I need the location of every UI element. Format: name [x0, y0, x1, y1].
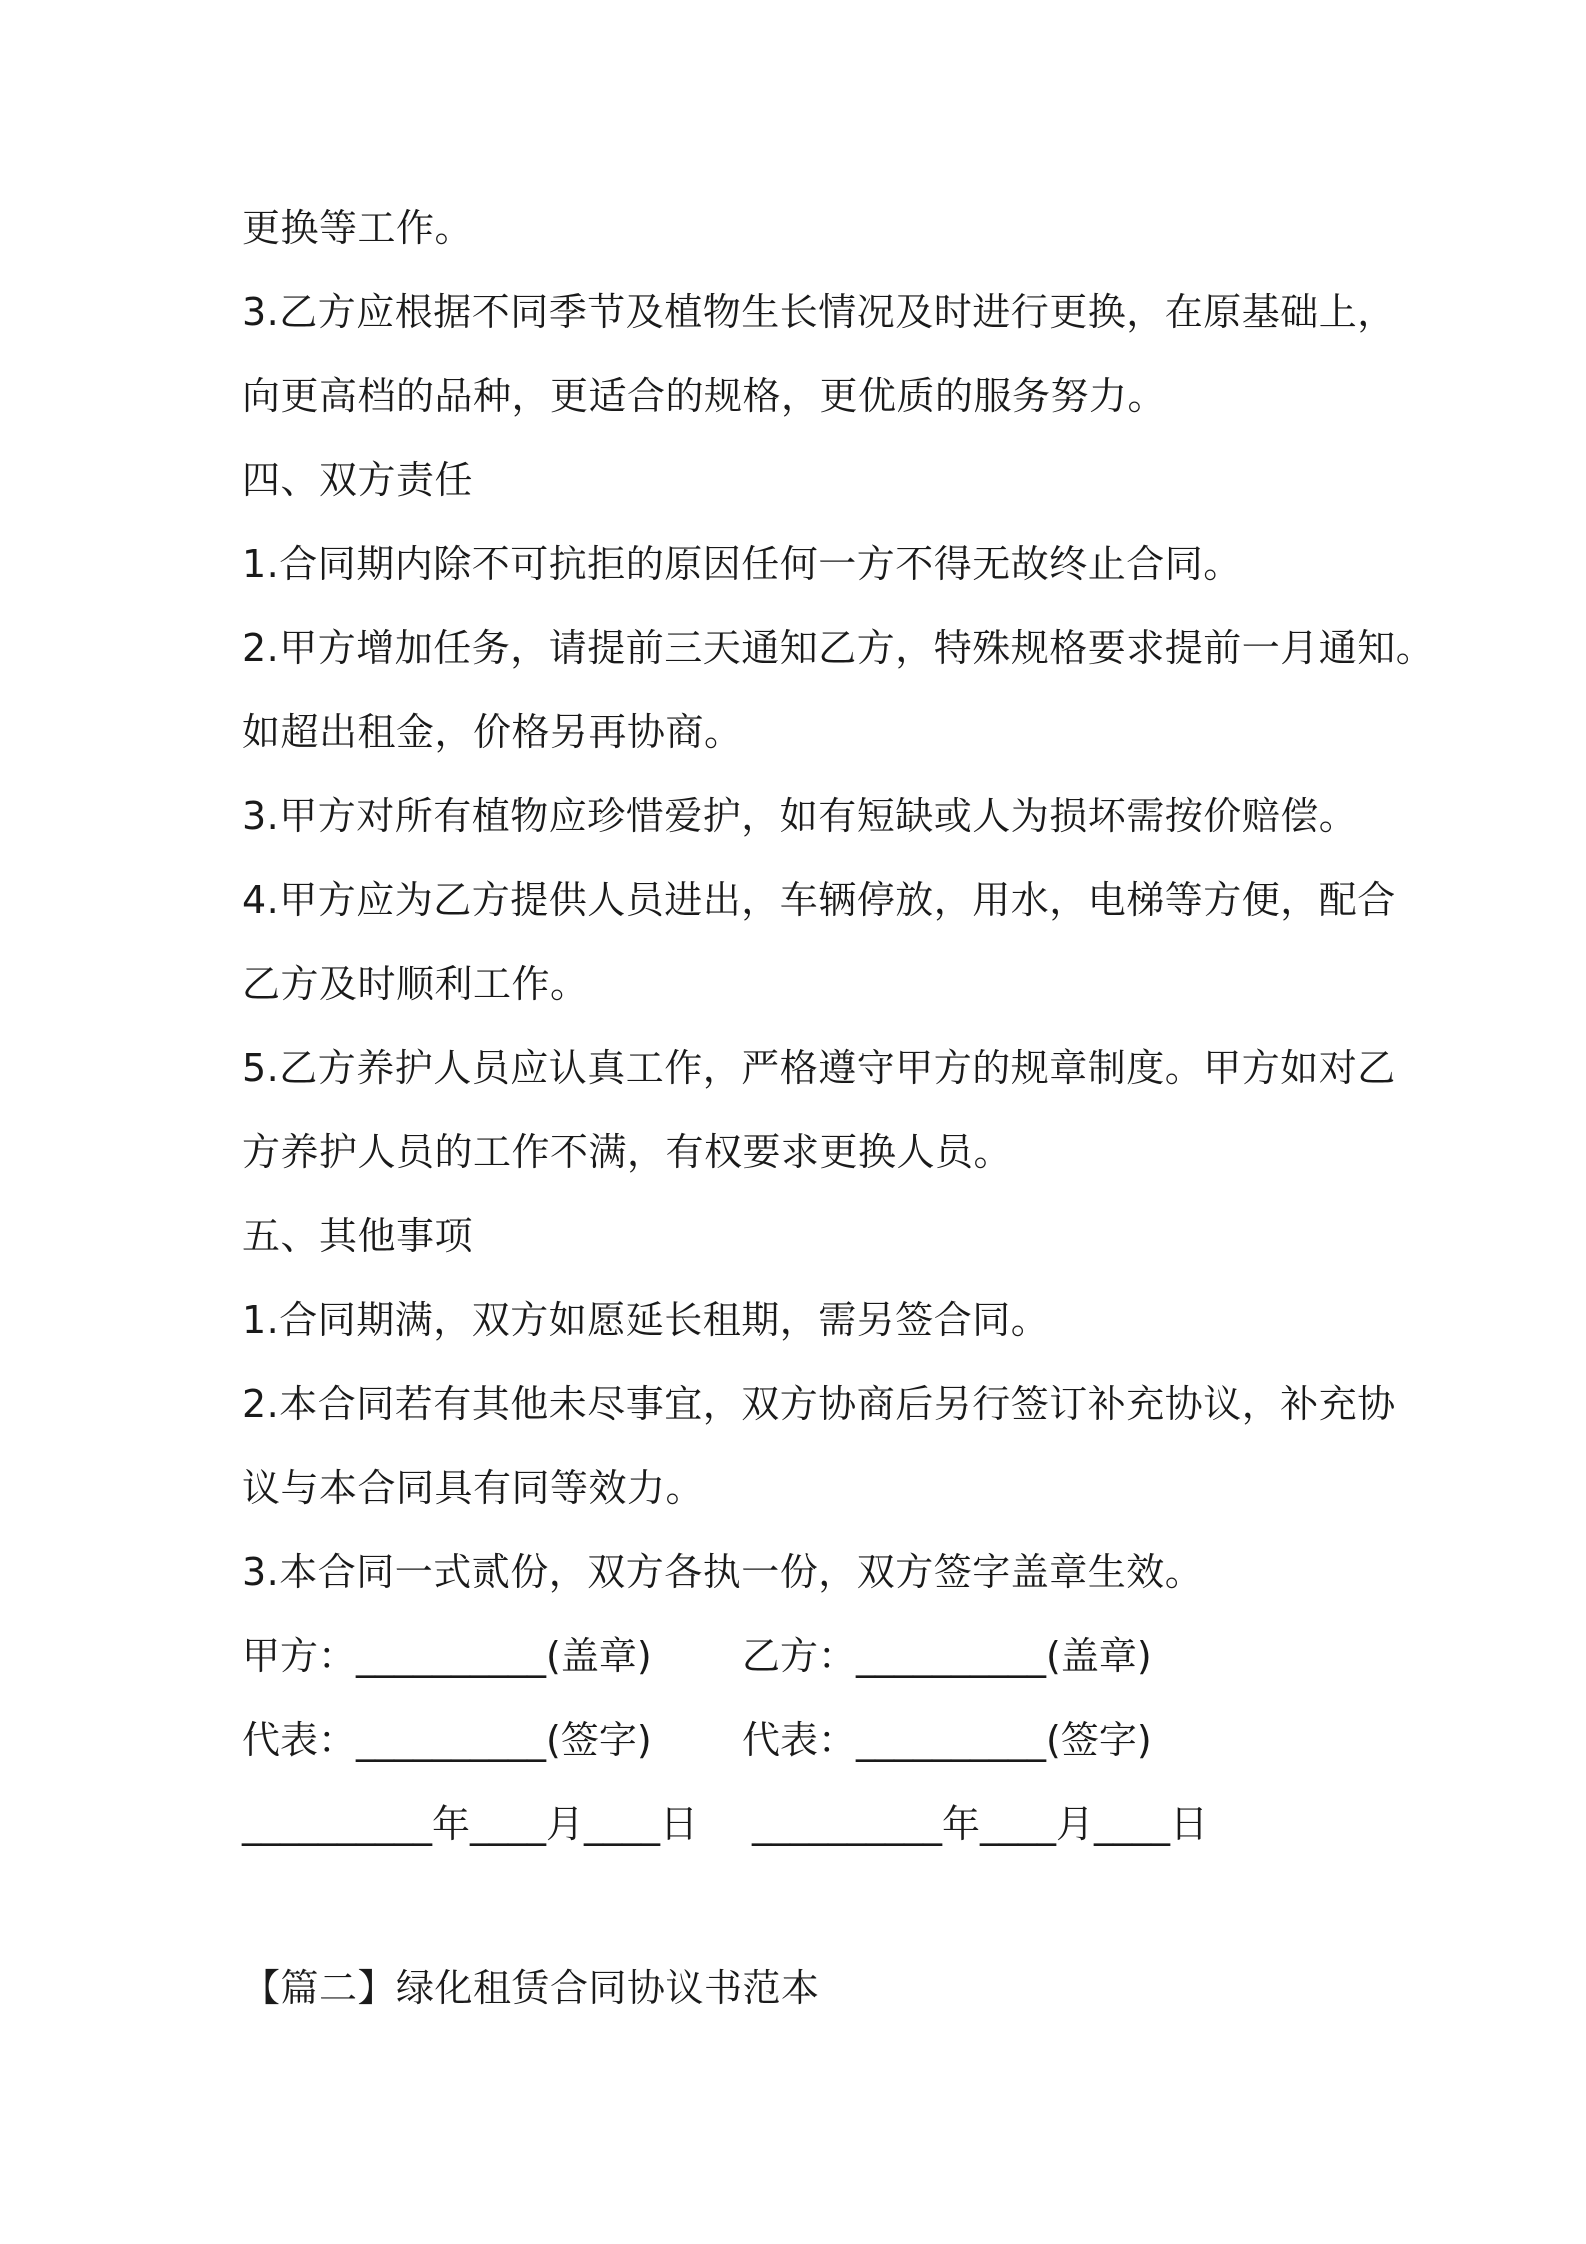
party-b-representative: 代表：__________(签字)	[742, 1718, 1152, 1762]
party-b-date: __________年____月____日	[752, 1802, 1209, 1846]
party-a-seal: 甲方：__________(盖章)	[242, 1634, 652, 1678]
paragraph-line: 1.合同期满，双方如愿延长租期，需另签合同。	[242, 1298, 1050, 1342]
paragraph-line: 2.甲方增加任务，请提前三天通知乙方，特殊规格要求提前一月通知。	[242, 626, 1435, 670]
paragraph-line: 向更高档的品种，更适合的规格，更优质的服务努力。	[242, 374, 1167, 418]
paragraph-line: 更换等工作。	[242, 206, 474, 250]
paragraph-line: 3.甲方对所有植物应珍惜爱护，如有短缺或人为损坏需按价赔偿。	[242, 794, 1358, 838]
party-a-representative: 代表：__________(签字)	[242, 1718, 652, 1762]
paragraph-line: 如超出租金，价格另再协商。	[242, 710, 743, 754]
party-b-seal: 乙方：__________(盖章)	[742, 1634, 1152, 1678]
party-a-date: __________年____月____日	[242, 1802, 699, 1846]
paragraph-line: 2.本合同若有其他未尽事宜，双方协商后另行签订补充协议，补充协	[242, 1382, 1396, 1426]
paragraph-line: 乙方及时顺利工作。	[242, 962, 589, 1006]
paragraph-line: 方养护人员的工作不满，有权要求更换人员。	[242, 1130, 1013, 1174]
paragraph-line: 3.本合同一式贰份，双方各执一份，双方签字盖章生效。	[242, 1550, 1204, 1594]
paragraph-line: 1.合同期内除不可抗拒的原因任何一方不得无故终止合同。	[242, 542, 1242, 586]
paragraph-line: 4.甲方应为乙方提供人员进出，车辆停放，用水，电梯等方便，配合	[242, 878, 1396, 922]
section-heading: 四、双方责任	[242, 458, 474, 502]
next-document-title: 【篇二】绿化租赁合同协议书范本	[242, 1966, 820, 2010]
section-heading: 五、其他事项	[242, 1214, 474, 1258]
paragraph-line: 议与本合同具有同等效力。	[242, 1466, 705, 1510]
paragraph-line: 3.乙方应根据不同季节及植物生长情况及时进行更换，在原基础上，	[242, 290, 1396, 334]
paragraph-line: 5.乙方养护人员应认真工作，严格遵守甲方的规章制度。甲方如对乙	[242, 1046, 1396, 1090]
